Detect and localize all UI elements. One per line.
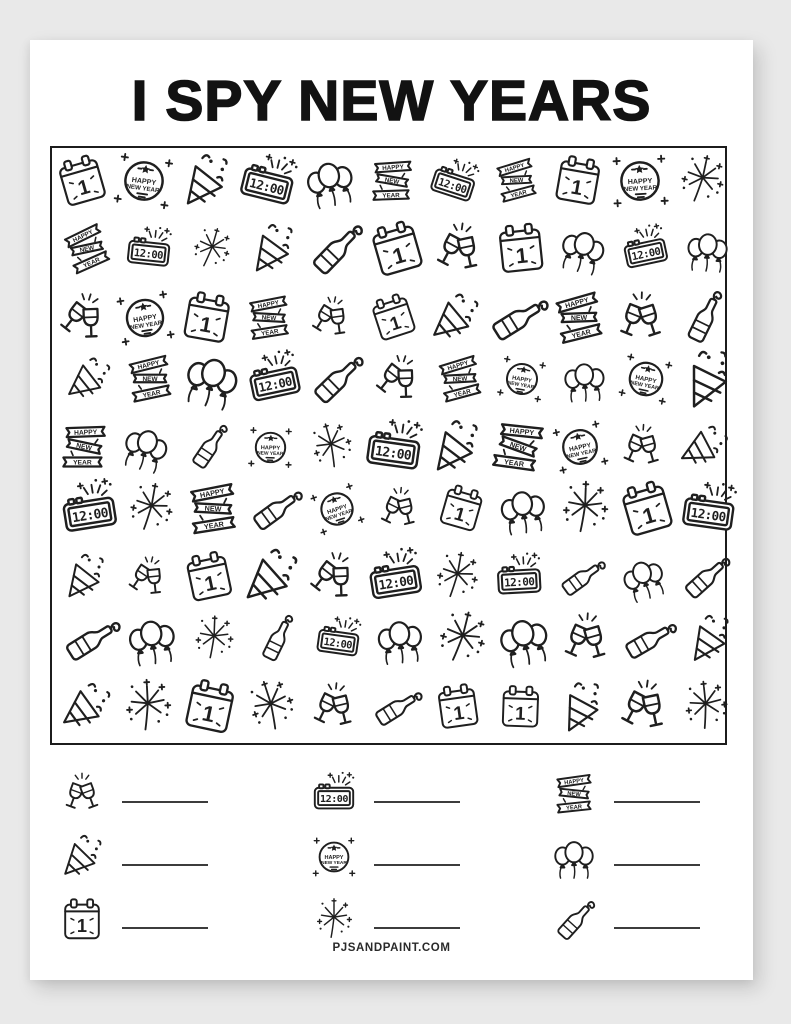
glasses-icon xyxy=(613,675,675,740)
badge-icon xyxy=(613,151,675,216)
firework-icon xyxy=(310,896,358,944)
balloons-icon xyxy=(675,216,737,281)
glasses-icon xyxy=(303,675,365,740)
answer-blank-line xyxy=(374,927,460,929)
calendar-icon xyxy=(365,216,427,281)
calendar-icon xyxy=(613,478,675,543)
balloons-icon xyxy=(303,151,365,216)
clock-icon xyxy=(613,216,675,281)
answer-key-item-badge xyxy=(310,825,460,888)
answer-blank-line xyxy=(614,927,700,929)
banner-icon xyxy=(427,347,489,412)
bottle-icon xyxy=(551,544,613,609)
bottle-icon xyxy=(675,282,737,347)
banner-icon xyxy=(117,347,179,412)
worksheet-page xyxy=(30,40,753,980)
horn-icon xyxy=(58,833,106,881)
bottle-icon xyxy=(303,347,365,412)
answer-blank-line xyxy=(122,801,208,803)
calendar-icon xyxy=(489,216,551,281)
glasses-icon xyxy=(427,216,489,281)
calendar-icon xyxy=(179,282,241,347)
clock-icon xyxy=(365,544,427,609)
icon-grid xyxy=(50,146,727,745)
calendar-icon xyxy=(179,675,241,740)
answer-key-item-glasses xyxy=(58,762,208,825)
firework-icon xyxy=(551,478,613,543)
horn-icon xyxy=(241,216,303,281)
answer-blank-line xyxy=(614,801,700,803)
balloons-icon xyxy=(550,833,598,881)
calendar-icon xyxy=(179,544,241,609)
horn-icon xyxy=(675,413,737,478)
bottle-icon xyxy=(550,896,598,944)
badge-icon xyxy=(241,413,303,478)
badge-icon xyxy=(310,833,358,881)
badge-icon xyxy=(303,478,365,543)
answer-blank-line xyxy=(122,864,208,866)
horn-icon xyxy=(55,347,117,412)
answer-key-column-3 xyxy=(550,762,700,951)
footer-url: PJSANDPAINT.COM xyxy=(332,942,451,954)
firework-icon xyxy=(117,478,179,543)
balloons-icon xyxy=(117,413,179,478)
badge-icon xyxy=(117,151,179,216)
answer-blank-line xyxy=(374,801,460,803)
badge-icon xyxy=(551,413,613,478)
badge-icon xyxy=(613,347,675,412)
clock-icon xyxy=(427,151,489,216)
firework-icon xyxy=(303,413,365,478)
clock-icon xyxy=(55,478,117,543)
horn-icon xyxy=(241,544,303,609)
firework-icon xyxy=(427,609,489,674)
balloons-icon xyxy=(551,216,613,281)
banner-icon xyxy=(241,282,303,347)
banner-icon xyxy=(489,413,551,478)
firework-icon xyxy=(675,675,737,740)
clock-icon xyxy=(365,413,427,478)
bottle-icon xyxy=(303,216,365,281)
glasses-icon xyxy=(55,282,117,347)
calendar-icon xyxy=(427,478,489,543)
answer-key-item-balloons xyxy=(550,825,700,888)
answer-key-column-1 xyxy=(58,762,208,951)
horn-icon xyxy=(427,413,489,478)
clock-icon xyxy=(489,544,551,609)
answer-key xyxy=(58,762,727,952)
horn-icon xyxy=(675,609,737,674)
banner-icon xyxy=(55,413,117,478)
balloons-icon xyxy=(365,609,427,674)
clock-icon xyxy=(117,216,179,281)
horn-icon xyxy=(179,151,241,216)
clock-icon xyxy=(310,770,358,818)
balloons-icon xyxy=(489,478,551,543)
horn-icon xyxy=(551,675,613,740)
firework-icon xyxy=(179,609,241,674)
firework-icon xyxy=(427,544,489,609)
firework-icon xyxy=(675,151,737,216)
glasses-icon xyxy=(365,347,427,412)
horn-icon xyxy=(675,347,737,412)
glasses-icon xyxy=(58,770,106,818)
badge-icon xyxy=(489,347,551,412)
bottle-icon xyxy=(241,478,303,543)
clock-icon xyxy=(241,347,303,412)
glasses-icon xyxy=(117,544,179,609)
banner-icon xyxy=(179,478,241,543)
balloons-icon xyxy=(613,544,675,609)
answer-key-item-horn xyxy=(58,825,208,888)
banner-icon xyxy=(551,282,613,347)
calendar-icon xyxy=(551,151,613,216)
page-title: I SPY NEW YEARS xyxy=(131,69,652,133)
answer-blank-line xyxy=(122,927,208,929)
firework-icon xyxy=(117,675,179,740)
balloons-icon xyxy=(117,609,179,674)
banner-icon xyxy=(550,770,598,818)
glasses-icon xyxy=(303,282,365,347)
answer-key-item-clock xyxy=(310,762,460,825)
bottle-icon xyxy=(675,544,737,609)
calendar-icon xyxy=(55,151,117,216)
clock-icon xyxy=(241,151,303,216)
balloons-icon xyxy=(489,609,551,674)
horn-icon xyxy=(55,675,117,740)
bottle-icon xyxy=(489,282,551,347)
badge-icon xyxy=(117,282,179,347)
calendar-icon xyxy=(427,675,489,740)
calendar-icon xyxy=(365,282,427,347)
banner-icon xyxy=(365,151,427,216)
bottle-icon xyxy=(241,609,303,674)
glasses-icon xyxy=(613,413,675,478)
firework-icon xyxy=(241,675,303,740)
bottle-icon xyxy=(365,675,427,740)
calendar-icon xyxy=(489,675,551,740)
clock-icon xyxy=(675,478,737,543)
balloons-icon xyxy=(551,347,613,412)
banner-icon xyxy=(55,216,117,281)
bottle-icon xyxy=(179,413,241,478)
answer-key-item-banner xyxy=(550,762,700,825)
glasses-icon xyxy=(613,282,675,347)
glasses-icon xyxy=(303,544,365,609)
clock-icon xyxy=(303,609,365,674)
banner-icon xyxy=(489,151,551,216)
answer-blank-line xyxy=(614,864,700,866)
bottle-icon xyxy=(55,609,117,674)
glasses-icon xyxy=(551,609,613,674)
answer-key-column-2 xyxy=(310,762,460,951)
balloons-icon xyxy=(179,347,241,412)
horn-icon xyxy=(55,544,117,609)
bottle-icon xyxy=(613,609,675,674)
answer-blank-line xyxy=(374,864,460,866)
calendar-icon xyxy=(58,896,106,944)
firework-icon xyxy=(179,216,241,281)
glasses-icon xyxy=(365,478,427,543)
